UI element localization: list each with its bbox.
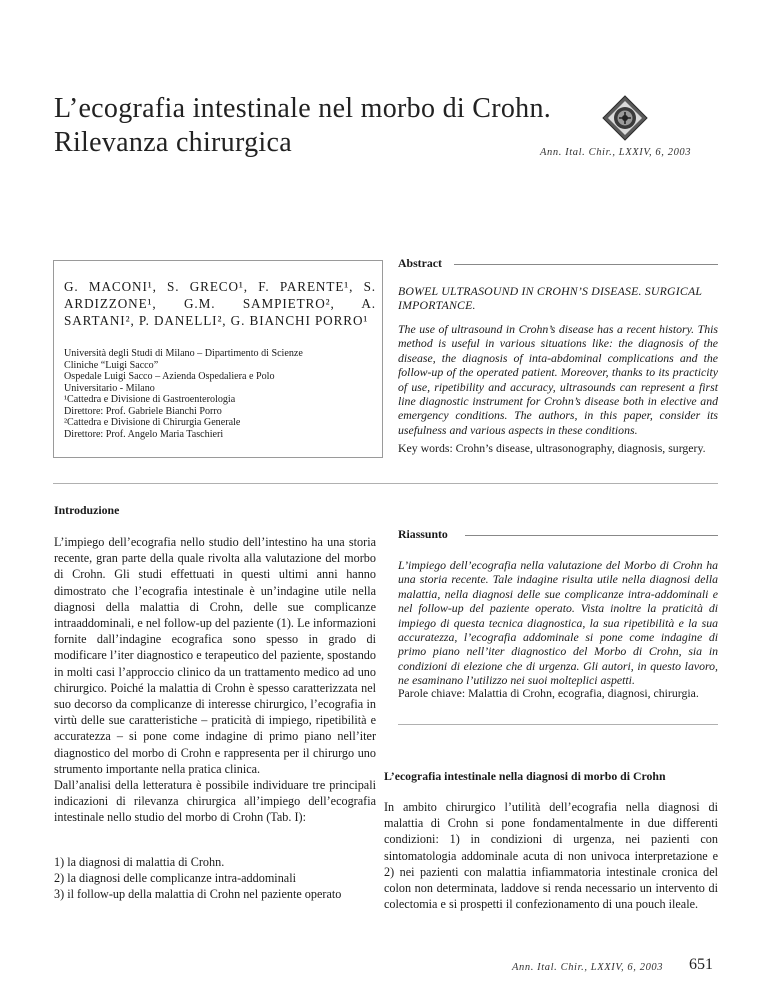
abstract-title: BOWEL ULTRASOUND IN CROHN’S DISEASE. SURGICAL IMPORTANCE.	[398, 284, 702, 312]
affiliation-line: ¹Cattedra e Divisione di Gastroenterologia	[64, 394, 236, 405]
abstract-rule	[454, 264, 718, 265]
affiliation-line: ²Cattedra e Divisione di Chirurgia Generale	[64, 417, 241, 428]
section-text: In ambito chirurgico l’utilità dell’ecografia nella diagnosi di malattia di Crohn si pone fondamentalmente in due differenti condizioni: 1) in condizioni di urgenza, nei pazienti con sintomatologia addominale acuta di non univoca interpretazione e 2) nei pazienti con malattia infiammatoria intestinale cronica del colon non determinata, laddove si renda necessario un intervento di colectomia e si prospetti il confezionamento di una pouch ileale.	[384, 800, 718, 912]
affiliation-line: Università degli Studi di Milano – Dipartimento di Scienze	[64, 348, 303, 359]
affiliations	[64, 348, 376, 440]
affiliation-line: Cliniche “Luigi Sacco”	[64, 359, 159, 371]
journal-citation: Ann. Ital. Chir., LXXIV, 6, 2003	[540, 147, 692, 158]
journal-logo-icon	[602, 95, 648, 141]
introduction-heading: Introduzione	[54, 503, 120, 517]
riassunto-heading: Riassunto	[398, 527, 448, 541]
riassunto-bottom-rule	[398, 724, 718, 725]
riassunto-keywords: Parole chiave: Malattia di Crohn, ecografia, diagnosi, chirurgia.	[398, 686, 699, 700]
affiliation-line: Direttore: Prof. Angelo Maria Taschieri	[64, 428, 224, 440]
riassunto-rule	[465, 535, 718, 536]
list-item: 2) la diagnosi delle complicanze intra-addominali	[54, 871, 296, 886]
affiliation-line: Ospedale Luigi Sacco – Azienda Ospedaliera e Polo	[64, 371, 275, 382]
abstract-body: The use of ultrasound in Crohn’s disease has a recent history. This method is useful in various situations like: the diagnosis of the disease, the diagnosis of inta-abdominal complications and the follow-up of the operated patient. Moreover, thanks to its practicity of use, ripetibility and accuracy, ultrasounds can represent a first line diagnostic instrument for Crohn’s disease both in elective and emergency conditions. The authors, in this paper, consider its usefulness and various aspects in these conditions.	[398, 322, 718, 437]
introduction-paragraph: Dall’analisi della letteratura è possibile individuare tre principali indicazioni di rilevanza chirurgica all’impiego dell’ecografia intestinale nello studio del morbo di Crohn (Tab. I):	[54, 778, 376, 825]
footer-citation: Ann. Ital. Chir., LXXIV, 6, 2003	[512, 962, 664, 973]
abstract-bottom-rule	[53, 483, 718, 484]
riassunto-body: L’impiego dell’ecografia nella valutazione del Morbo di Crohn ha una storia recente. Tale indagine risulta utile nella diagnosi della malattia, nella diagnosi delle sue complicanze intra-addominali e nel follow-up del paziente operato. Vista inoltre la praticità di impiego di questa tecnica diagnostica, la sua ripetibilità e la sua accuratezza, l’ecografia addominale si pone come indagine di primo piano nell’iter diagnostico del Morbo di Crohn, sia in condizioni di elezione che di urgenza. Gli autori, in questo lavoro, ne esaminano l’utilizzo nei suoi molteplici aspetti.	[398, 558, 718, 688]
section-heading: L’ecografia intestinale nella diagnosi di morbo di Crohn	[384, 769, 666, 783]
abstract-keywords: Key words: Crohn’s disease, ultrasonography, diagnosis, surgery.	[398, 441, 706, 455]
list-item: 1) la diagnosi di malattia di Crohn.	[54, 855, 225, 869]
page-number: 651	[689, 956, 713, 973]
indications-list	[54, 854, 376, 903]
introduction-text	[54, 534, 376, 826]
list-item: 3) il follow-up della malattia di Crohn nel paziente operato	[54, 887, 342, 902]
abstract-heading: Abstract	[398, 256, 442, 270]
author-list: G. MACONI¹, S. GRECO¹, F. PARENTE¹, S. ARDIZZONE¹, G.M. SAMPIETRO², A. SARTANI², P. DANELLI², G. BIANCHI PORRO¹	[64, 279, 376, 328]
introduction-paragraph: L’impiego dell’ecografia nello studio dell’intestino ha una storia recente, gran parte della quale rivolta alla valutazione del morbo di Crohn. Gli studi effettuati in questi ultimi anni hanno dimostrato che l’ecografia intestinale è un’indagine utile nella diagnosi della malattia di Crohn, delle sue complicanze intraaddominali, e nel follow-up del paziente (1). Le informazioni fornite dall’indagine ecografica sono spesso in grado di modificare l’iter diagnostico e terapeutico del paziente, spostando in molti casi l’approccio clinico da un trattamento medico ad uno chirurgico. Poiché la malattia di Crohn è spesso caratterizzata nel suo decorso da complicanze di interesse chirurgico, l’ecografia in virtù delle sue caratteristiche – praticità di impiego, ripetibilità e accuratezza – si pone come indagine di primo piano nell’iter diagnostico del morbo di Crohn e rappresenta per il chirurgo uno strumento importante nella pratica clinica.	[54, 535, 376, 776]
article-title	[54, 92, 551, 160]
affiliation-line: Universitario - Milano	[64, 382, 155, 394]
article-title-line2: Rilevanza chirurgica	[54, 127, 292, 158]
affiliation-line: Direttore: Prof. Gabriele Bianchi Porro	[64, 405, 222, 417]
article-title-line1: L’ecografia intestinale nel morbo di Crohn.	[54, 93, 552, 124]
